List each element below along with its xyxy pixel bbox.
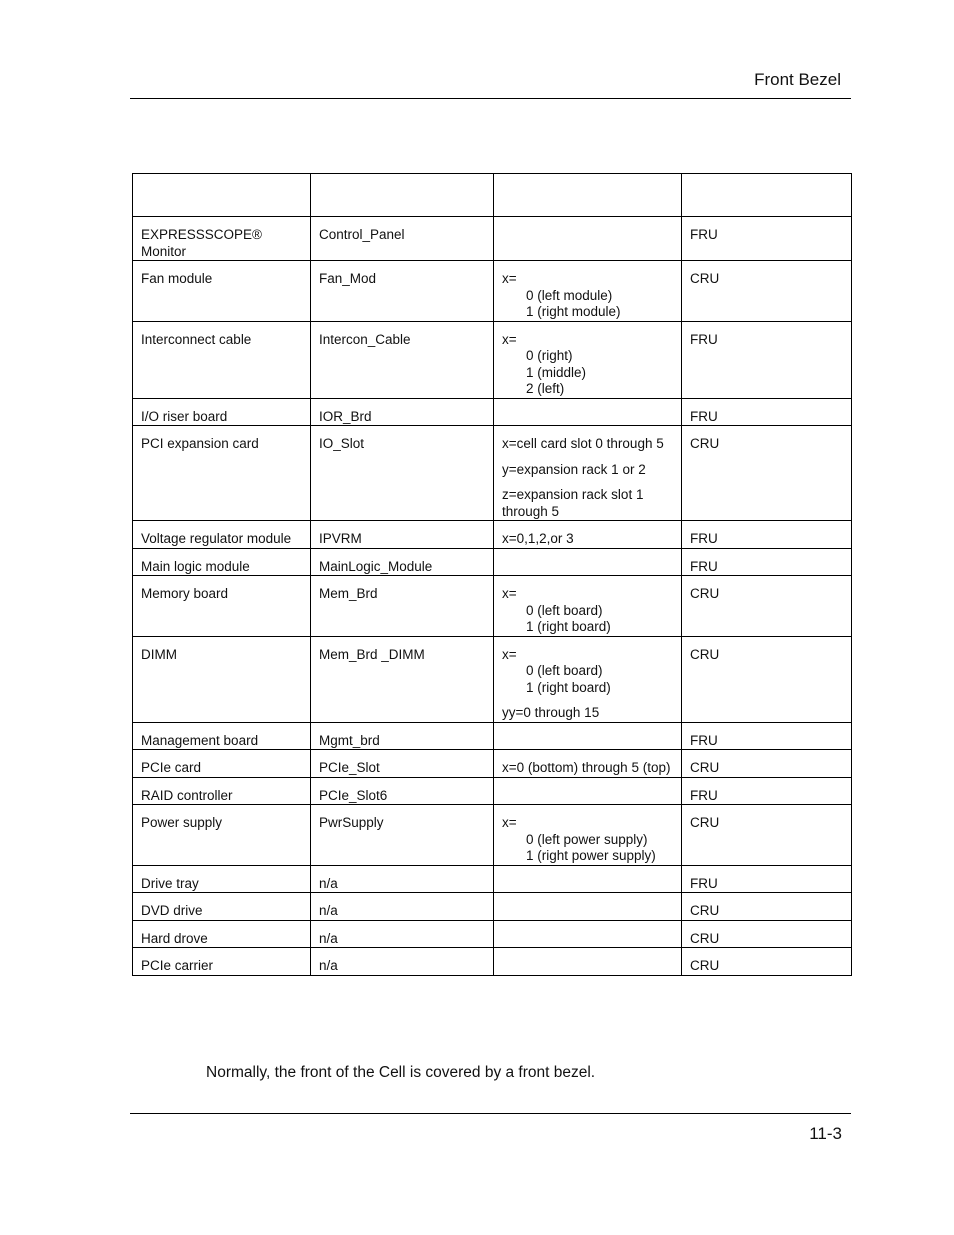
component-id-cell: n/a [311, 865, 494, 893]
header-cell [133, 174, 311, 217]
range-line: x= [502, 271, 517, 286]
component-name-cell: PCIe card [133, 750, 311, 778]
component-name-cell: DVD drive [133, 893, 311, 921]
range-line: 2 (left) [526, 381, 565, 396]
component-id-cell: Mem_Brd [311, 576, 494, 637]
unit-type-cell: CRU [682, 948, 852, 976]
unit-type-cell: FRU [682, 777, 852, 805]
range-line: x=0 (bottom) through 5 (top) [502, 760, 671, 775]
table-row [133, 893, 852, 921]
range-line: x= [502, 646, 517, 662]
body-paragraph: Normally, the front of the Cell is covered by a front bezel. [206, 1064, 596, 1081]
unit-type-cell: CRU [682, 920, 852, 948]
unit-type-cell: CRU [682, 805, 852, 866]
component-name-cell: Voltage regulator module [133, 521, 311, 549]
component-id-cell: IOR_Brd [311, 398, 494, 426]
location-range-cell [494, 722, 682, 750]
table-row [133, 920, 852, 948]
table-row [133, 750, 852, 778]
component-name-cell: RAID controller [133, 777, 311, 805]
unit-type-cell: FRU [682, 321, 852, 398]
component-id-cell: IO_Slot [311, 426, 494, 521]
table-row [133, 805, 852, 866]
header-cell [311, 174, 494, 217]
parts-table [132, 173, 852, 976]
table-row [133, 426, 852, 521]
range-line: 0 (left board) [526, 663, 603, 678]
location-range-cell [494, 636, 682, 722]
component-id-cell: Mgmt_brd [311, 722, 494, 750]
table-row [133, 865, 852, 893]
component-id-cell: n/a [311, 920, 494, 948]
range-line: z=expansion rack slot 1 through 5 [502, 487, 644, 519]
unit-type-cell: FRU [682, 217, 852, 261]
table-row [133, 576, 852, 637]
component-id-cell: MainLogic_Module [311, 548, 494, 576]
range-line: 0 (left board) [526, 602, 603, 618]
component-name-cell: DIMM [133, 636, 311, 722]
component-name-cell: I/O riser board [133, 398, 311, 426]
table-row [133, 777, 852, 805]
unit-type-cell: CRU [682, 750, 852, 778]
location-range-cell [494, 805, 682, 866]
page-number: 11-3 [809, 1124, 842, 1143]
range-line: x=0,1,2,or 3 [502, 531, 574, 546]
range-line: x= [502, 815, 517, 830]
table-row [133, 521, 852, 549]
unit-type-cell: FRU [682, 398, 852, 426]
range-line: x=cell card slot 0 through 5 [502, 436, 664, 451]
range-line: 0 (left power supply) [526, 831, 648, 847]
component-name-cell: Drive tray [133, 865, 311, 893]
location-range-cell [494, 920, 682, 948]
component-id-cell: PCIe_Slot [311, 750, 494, 778]
component-name-cell: Interconnect cable [133, 321, 311, 398]
unit-type-cell: CRU [682, 261, 852, 322]
table-row [133, 321, 852, 398]
range-line: 1 (right power supply) [526, 848, 656, 863]
range-line: y=expansion rack 1 or 2 [502, 461, 646, 477]
component-id-cell: n/a [311, 893, 494, 921]
unit-type-cell: CRU [682, 636, 852, 722]
component-id-cell: IPVRM [311, 521, 494, 549]
component-id-cell: n/a [311, 948, 494, 976]
location-range-cell [494, 398, 682, 426]
unit-type-cell: CRU [682, 893, 852, 921]
range-line: 0 (right) [526, 348, 573, 363]
table-header-row [133, 174, 852, 217]
unit-type-cell: FRU [682, 521, 852, 549]
location-range-cell [494, 576, 682, 637]
component-name-cell: Main logic module [133, 548, 311, 576]
location-range-cell [494, 321, 682, 398]
component-name-cell: EXPRESSSCOPE® Monitor [133, 217, 311, 261]
location-range-cell [494, 777, 682, 805]
unit-type-cell: FRU [682, 722, 852, 750]
unit-type-cell: FRU [682, 548, 852, 576]
table-row [133, 548, 852, 576]
component-name-cell: Management board [133, 722, 311, 750]
range-line: x= [502, 586, 517, 601]
footer-rule [130, 1113, 851, 1114]
table-row [133, 948, 852, 976]
component-name-cell: Power supply [133, 805, 311, 866]
component-name-cell: PCI expansion card [133, 426, 311, 521]
component-id-cell: PCIe_Slot6 [311, 777, 494, 805]
location-range-cell [494, 426, 682, 521]
location-range-cell [494, 948, 682, 976]
location-range-cell [494, 750, 682, 778]
location-range-cell [494, 548, 682, 576]
table-row [133, 636, 852, 722]
component-name-cell: PCIe carrier [133, 948, 311, 976]
location-range-cell [494, 865, 682, 893]
range-line: yy=0 through 15 [502, 705, 600, 720]
range-line: 1 (right module) [526, 304, 621, 319]
range-line: 1 (middle) [526, 364, 587, 380]
running-header-title: Front Bezel [754, 70, 841, 89]
header-cell [494, 174, 682, 217]
range-line: 0 (left module) [526, 287, 613, 303]
component-name-cell: Hard drove [133, 920, 311, 948]
location-range-cell [494, 261, 682, 322]
table-row [133, 217, 852, 261]
component-id-cell: Intercon_Cable [311, 321, 494, 398]
header-rule [130, 98, 851, 99]
component-id-cell: Mem_Brd _DIMM [311, 636, 494, 722]
component-name-cell: Memory board [133, 576, 311, 637]
component-id-cell: Control_Panel [311, 217, 494, 261]
unit-type-cell: CRU [682, 426, 852, 521]
table-row [133, 261, 852, 322]
header-cell [682, 174, 852, 217]
parts-table-body [133, 174, 852, 976]
location-range-cell [494, 521, 682, 549]
range-line: 1 (right board) [526, 619, 611, 634]
location-range-cell [494, 217, 682, 261]
component-id-cell: Fan_Mod [311, 261, 494, 322]
range-line: x= [502, 331, 517, 347]
unit-type-cell: CRU [682, 576, 852, 637]
component-name-cell: Fan module [133, 261, 311, 322]
range-line: 1 (right board) [526, 679, 611, 695]
table-row [133, 398, 852, 426]
table-row [133, 722, 852, 750]
location-range-cell [494, 893, 682, 921]
unit-type-cell: FRU [682, 865, 852, 893]
component-id-cell: PwrSupply [311, 805, 494, 866]
